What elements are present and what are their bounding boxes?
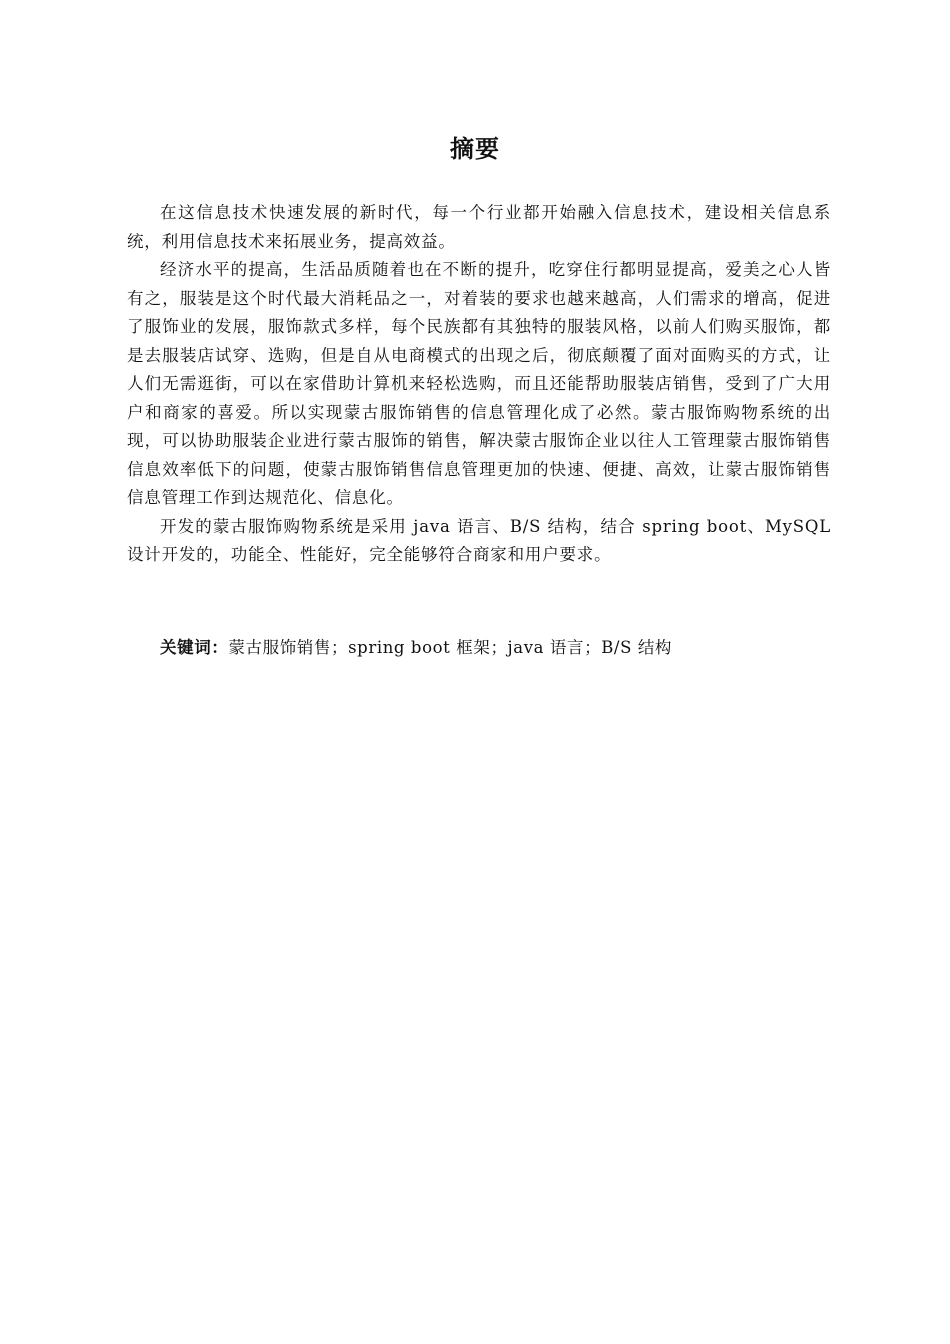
abstract-body	[127, 199, 831, 570]
abstract-paragraph-1: 在这信息技术快速发展的新时代，每一个行业都开始融入信息技术，建设相关信息系统，利用信息技术来拓展业务，提高效益。	[127, 203, 831, 251]
keywords-text: 蒙古服饰销售；spring boot 框架；java 语言；B/S 结构	[228, 638, 673, 657]
keywords-label: 关键词：	[160, 638, 229, 657]
keywords-line	[127, 634, 831, 663]
abstract-title: 摘要	[450, 135, 500, 163]
abstract-paragraph-3: 开发的蒙古服饰购物系统是采用 java 语言、B/S 结构，结合 spring boot、MySQL 设计开发的，功能全、性能好，完全能够符合商家和用户要求。	[127, 516, 831, 564]
abstract-paragraph-2: 经济水平的提高，生活品质随着也在不断的提升，吃穿住行都明显提高，爱美之心人皆有之，服装是这个时代最大消耗品之一，对着装的要求也越来越高，人们需求的增高，促进了服饰业的发展，服饰款式多样，每个民族都有其独特的服装风格，以前人们购买服饰，都是去服装店试穿、选购，但是自从电商模式的出现之后，彻底颠覆了面对面购买的方式，让人们无需逛街，可以在家借助计算机来轻松选购，而且还能帮助服装店销售，受到了广大用户和商家的喜爱。所以实现蒙古服饰销售的信息管理化成了必然。蒙古服饰购物系统的出现，可以协助服装企业进行蒙古服饰的销售，解决蒙古服饰企业以往人工管理蒙古服饰销售信息效率低下的问题，使蒙古服饰销售信息管理更加的快速、便捷、高效，让蒙古服饰销售信息管理工作到达规范化、信息化。	[127, 260, 831, 507]
